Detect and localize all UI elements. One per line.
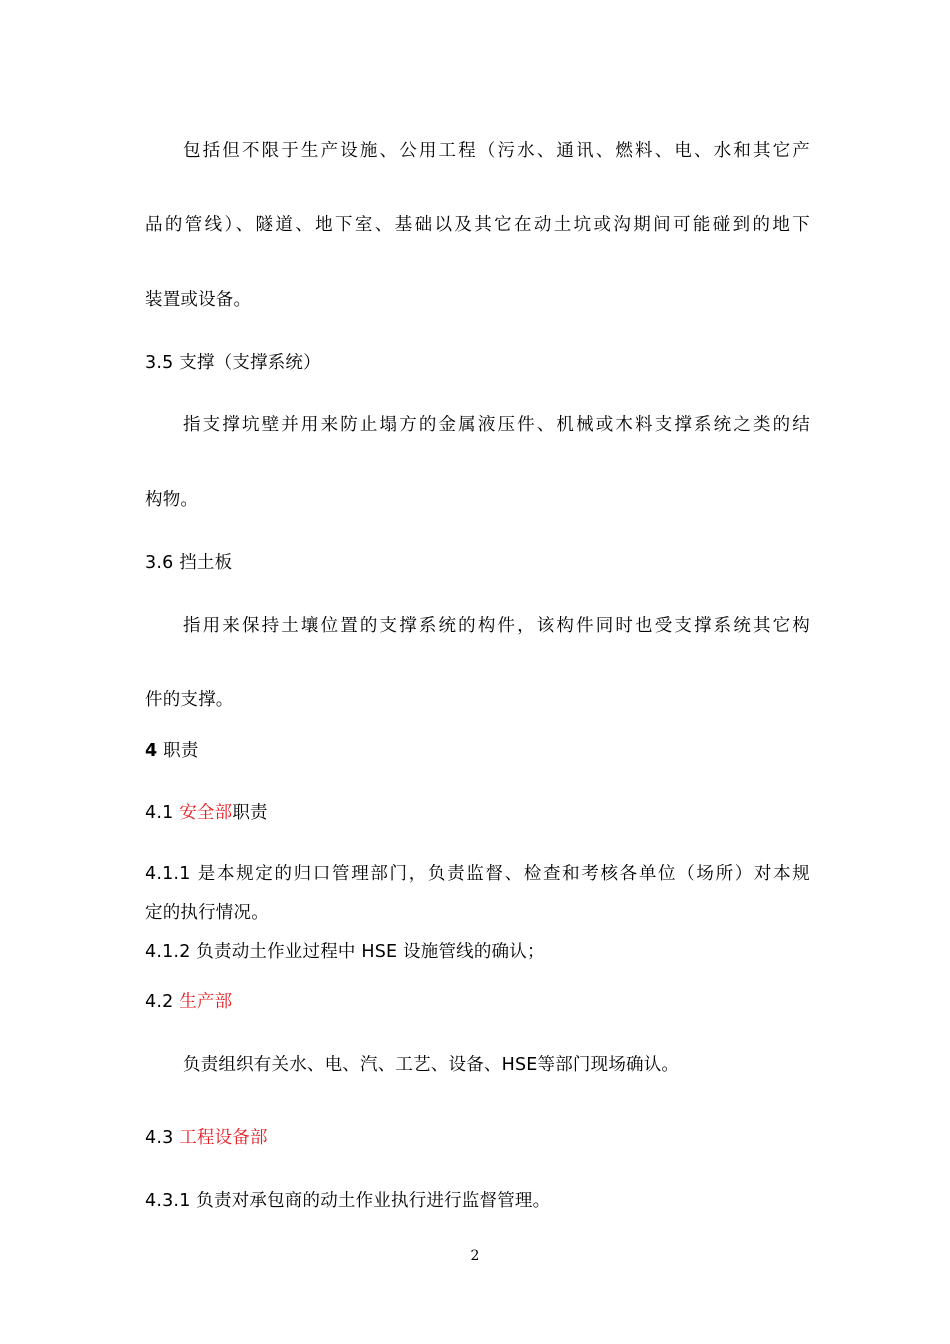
item-4-1-1-line-1: 4.1.1 是本规定的归口管理部门，负责监督、检查和考核各单位（场所）对本规 xyxy=(145,864,810,884)
section-4-number: 4 xyxy=(145,741,158,761)
section-4-2-number: 4.2 xyxy=(145,992,180,1012)
underground-para-line-2: 品的管线）、隧道、地下室、基础以及其它在动土坑或沟期间可能碰到的地下 xyxy=(145,215,810,235)
support-para-line-1: 指支撑坑壁并用来防止塌方的金属液压件、机械或木料支撑系统之类的结 xyxy=(183,415,810,435)
section-4-2-para: 负责组织有关水、电、汽、工艺、设备、HSE等部门现场确认。 xyxy=(183,1055,680,1075)
item-4-1-2: 4.1.2 负责动土作业过程中 HSE 设施管线的确认； xyxy=(145,942,545,962)
section-4-1-number: 4.1 xyxy=(145,803,180,823)
section-4-3-heading xyxy=(145,1126,810,1150)
section-4-2-dept: 生产部 xyxy=(179,992,233,1012)
underground-para-line-3: 装置或设备。 xyxy=(145,290,252,310)
board-para-line-2: 件的支撑。 xyxy=(145,690,234,710)
underground-para-line-1: 包括但不限于生产设施、公用工程（污水、通讯、燃料、电、水和其它产 xyxy=(183,141,810,161)
section-4-heading xyxy=(145,739,810,763)
section-4-2-heading xyxy=(145,990,810,1014)
section-4-3-dept: 工程设备部 xyxy=(179,1128,268,1148)
item-4-3-1: 4.3.1 负责对承包商的动土作业执行进行监督管理。 xyxy=(145,1191,551,1211)
section-4-1-suffix: 职责 xyxy=(232,803,268,823)
section-3-5-heading: 3.5 支撑（支撑系统） xyxy=(145,353,321,373)
page-number: 2 xyxy=(470,1248,480,1264)
section-4-title: 职责 xyxy=(163,741,199,761)
item-4-1-1-line-2: 定的执行情况。 xyxy=(145,903,269,923)
board-para-line-1: 指用来保持土壤位置的支撑系统的构件，该构件同时也受支撑系统其它构 xyxy=(183,616,810,636)
section-4-1-heading xyxy=(145,801,810,825)
section-4-3-number: 4.3 xyxy=(145,1128,180,1148)
support-para-line-2: 构物。 xyxy=(145,490,199,510)
section-4-1-dept: 安全部 xyxy=(179,803,233,823)
section-3-6-heading: 3.6 挡土板 xyxy=(145,553,233,573)
